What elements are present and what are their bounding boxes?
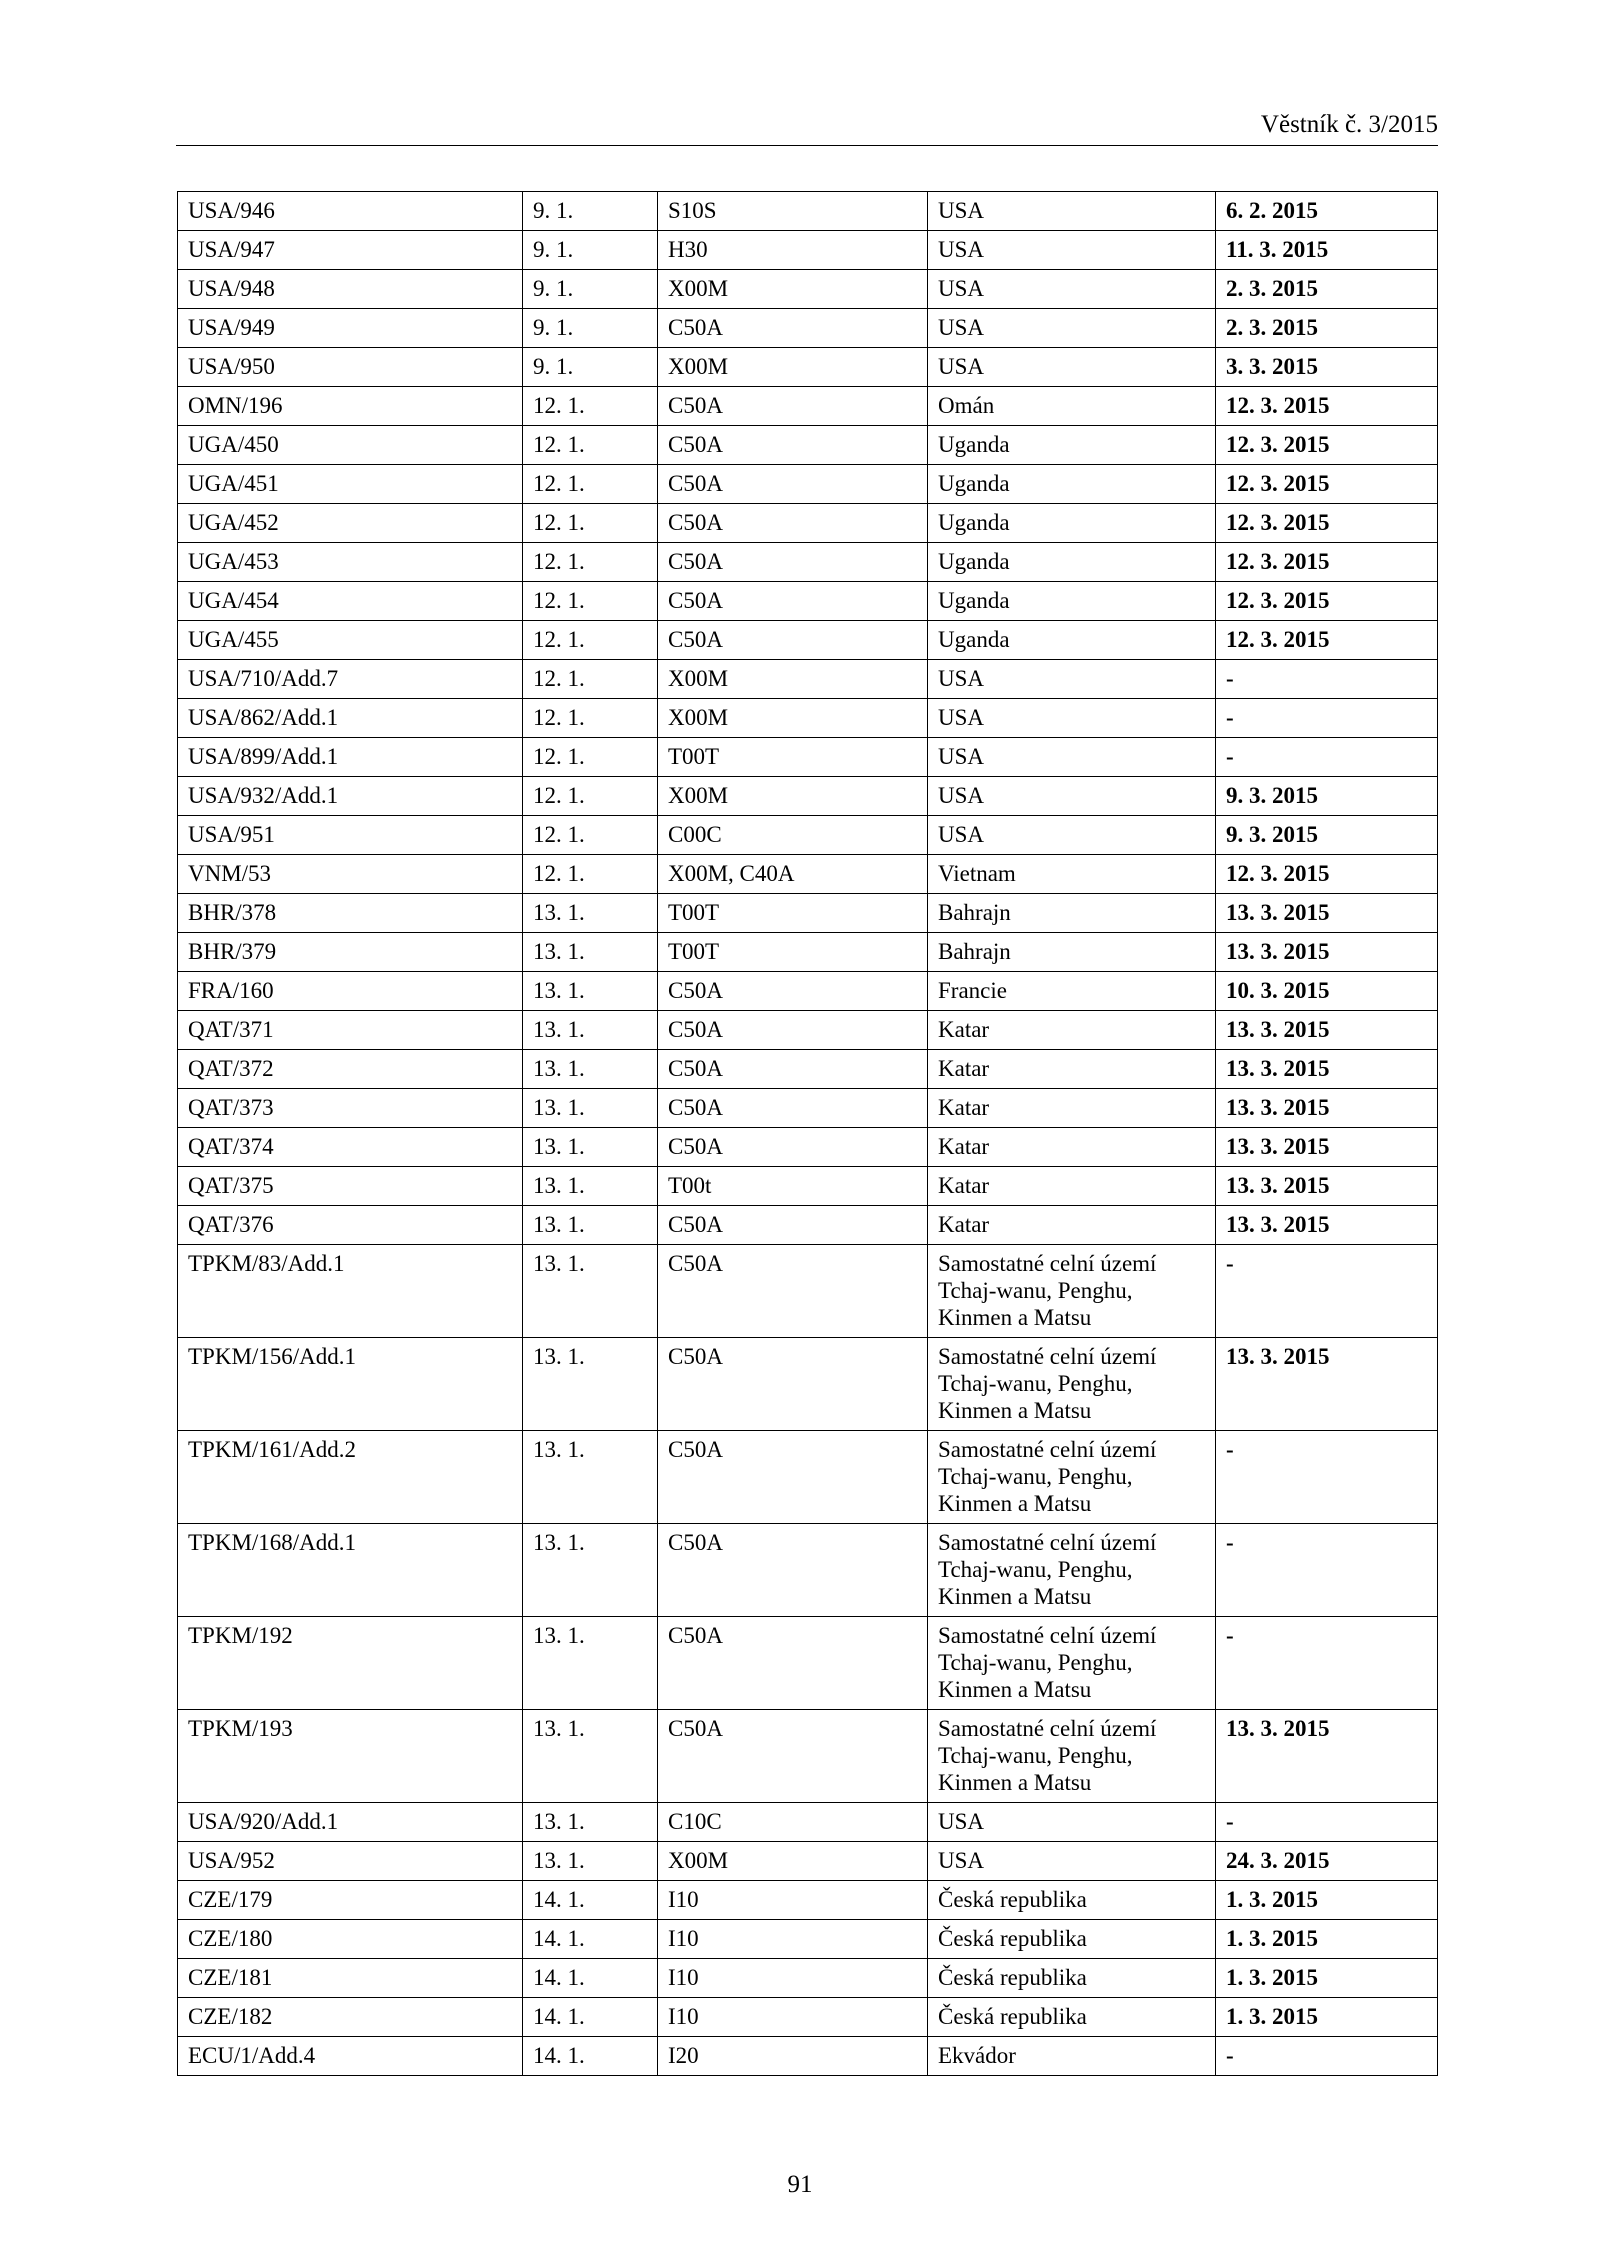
cell-deadline: - xyxy=(1216,738,1438,777)
cell-country: Bahrajn xyxy=(928,933,1216,972)
cell-country: Bahrajn xyxy=(928,894,1216,933)
cell-country: Samostatné celní území Tchaj-wanu, Penghu, Kinmen a Matsu xyxy=(928,1245,1216,1338)
cell-notification-date: 12. 1. xyxy=(523,699,658,738)
cell-document-code: USA/952 xyxy=(178,1842,523,1881)
cell-category-code: C50A xyxy=(658,1245,928,1338)
cell-document-code: UGA/451 xyxy=(178,465,523,504)
cell-document-code: USA/947 xyxy=(178,231,523,270)
cell-document-code: CZE/182 xyxy=(178,1998,523,2037)
cell-country: USA xyxy=(928,816,1216,855)
cell-category-code: X00M xyxy=(658,660,928,699)
cell-notification-date: 13. 1. xyxy=(523,1050,658,1089)
table-row xyxy=(178,1710,1438,1803)
cell-deadline: - xyxy=(1216,2037,1438,2076)
cell-deadline: 9. 3. 2015 xyxy=(1216,816,1438,855)
cell-country: Vietnam xyxy=(928,855,1216,894)
table-row xyxy=(178,1206,1438,1245)
cell-category-code: T00T xyxy=(658,738,928,777)
table-row xyxy=(178,1167,1438,1206)
cell-category-code: T00T xyxy=(658,933,928,972)
cell-category-code: C50A xyxy=(658,1206,928,1245)
cell-document-code: TPKM/192 xyxy=(178,1617,523,1710)
cell-deadline: 9. 3. 2015 xyxy=(1216,777,1438,816)
cell-document-code: UGA/455 xyxy=(178,621,523,660)
table-row xyxy=(178,894,1438,933)
cell-document-code: USA/710/Add.7 xyxy=(178,660,523,699)
cell-document-code: UGA/453 xyxy=(178,543,523,582)
cell-deadline: 13. 3. 2015 xyxy=(1216,1710,1438,1803)
cell-notification-date: 13. 1. xyxy=(523,1431,658,1524)
cell-category-code: I20 xyxy=(658,2037,928,2076)
cell-category-code: C50A xyxy=(658,543,928,582)
cell-deadline: 24. 3. 2015 xyxy=(1216,1842,1438,1881)
table-row xyxy=(178,1431,1438,1524)
table-row xyxy=(178,270,1438,309)
table-row xyxy=(178,1524,1438,1617)
cell-category-code: C50A xyxy=(658,582,928,621)
cell-document-code: UGA/452 xyxy=(178,504,523,543)
table-row xyxy=(178,504,1438,543)
cell-category-code: C50A xyxy=(658,1011,928,1050)
cell-country: USA xyxy=(928,192,1216,231)
cell-notification-date: 9. 1. xyxy=(523,270,658,309)
cell-deadline: 13. 3. 2015 xyxy=(1216,894,1438,933)
cell-category-code: X00M xyxy=(658,1842,928,1881)
cell-document-code: ECU/1/Add.4 xyxy=(178,2037,523,2076)
cell-notification-date: 12. 1. xyxy=(523,660,658,699)
cell-country: Uganda xyxy=(928,543,1216,582)
cell-document-code: USA/920/Add.1 xyxy=(178,1803,523,1842)
table-body xyxy=(178,192,1438,2076)
cell-deadline: 1. 3. 2015 xyxy=(1216,1959,1438,1998)
cell-document-code: TPKM/156/Add.1 xyxy=(178,1338,523,1431)
cell-document-code: USA/948 xyxy=(178,270,523,309)
table-row xyxy=(178,972,1438,1011)
cell-category-code: C50A xyxy=(658,972,928,1011)
table-row xyxy=(178,192,1438,231)
cell-country: USA xyxy=(928,270,1216,309)
cell-notification-date: 14. 1. xyxy=(523,1920,658,1959)
cell-notification-date: 13. 1. xyxy=(523,1710,658,1803)
cell-deadline: 12. 3. 2015 xyxy=(1216,855,1438,894)
cell-notification-date: 13. 1. xyxy=(523,1617,658,1710)
table-row xyxy=(178,387,1438,426)
cell-category-code: S10S xyxy=(658,192,928,231)
cell-deadline: 1. 3. 2015 xyxy=(1216,1920,1438,1959)
cell-country: Česká republika xyxy=(928,1959,1216,1998)
cell-deadline: 3. 3. 2015 xyxy=(1216,348,1438,387)
cell-document-code: UGA/454 xyxy=(178,582,523,621)
cell-country: Samostatné celní území Tchaj-wanu, Penghu, Kinmen a Matsu xyxy=(928,1710,1216,1803)
cell-notification-date: 12. 1. xyxy=(523,387,658,426)
cell-notification-date: 12. 1. xyxy=(523,543,658,582)
cell-notification-date: 12. 1. xyxy=(523,777,658,816)
table-row xyxy=(178,231,1438,270)
cell-country: Omán xyxy=(928,387,1216,426)
cell-notification-date: 14. 1. xyxy=(523,1998,658,2037)
cell-category-code: C50A xyxy=(658,1524,928,1617)
cell-category-code: X00M xyxy=(658,348,928,387)
cell-category-code: C50A xyxy=(658,621,928,660)
cell-document-code: QAT/375 xyxy=(178,1167,523,1206)
cell-notification-date: 13. 1. xyxy=(523,1128,658,1167)
cell-category-code: C50A xyxy=(658,465,928,504)
cell-notification-date: 12. 1. xyxy=(523,816,658,855)
cell-deadline: - xyxy=(1216,1245,1438,1338)
cell-deadline: 13. 3. 2015 xyxy=(1216,1089,1438,1128)
cell-document-code: QAT/376 xyxy=(178,1206,523,1245)
cell-category-code: I10 xyxy=(658,1881,928,1920)
cell-document-code: USA/862/Add.1 xyxy=(178,699,523,738)
table-row xyxy=(178,348,1438,387)
table-row xyxy=(178,582,1438,621)
cell-notification-date: 12. 1. xyxy=(523,426,658,465)
cell-document-code: QAT/374 xyxy=(178,1128,523,1167)
table-row xyxy=(178,543,1438,582)
cell-category-code: C50A xyxy=(658,1710,928,1803)
cell-deadline: 12. 3. 2015 xyxy=(1216,543,1438,582)
cell-category-code: C50A xyxy=(658,1089,928,1128)
table-row xyxy=(178,1050,1438,1089)
cell-document-code: USA/950 xyxy=(178,348,523,387)
cell-notification-date: 13. 1. xyxy=(523,1842,658,1881)
table-row xyxy=(178,1089,1438,1128)
table-row xyxy=(178,660,1438,699)
header-divider xyxy=(176,145,1438,146)
cell-deadline: - xyxy=(1216,1524,1438,1617)
cell-category-code: I10 xyxy=(658,1959,928,1998)
table-row xyxy=(178,855,1438,894)
cell-notification-date: 9. 1. xyxy=(523,348,658,387)
cell-country: USA xyxy=(928,1842,1216,1881)
table-row xyxy=(178,309,1438,348)
cell-country: Katar xyxy=(928,1050,1216,1089)
cell-document-code: TPKM/193 xyxy=(178,1710,523,1803)
cell-category-code: C50A xyxy=(658,1617,928,1710)
cell-notification-date: 12. 1. xyxy=(523,504,658,543)
table-row xyxy=(178,1617,1438,1710)
cell-deadline: 12. 3. 2015 xyxy=(1216,621,1438,660)
cell-category-code: X00M, C40A xyxy=(658,855,928,894)
cell-country: Katar xyxy=(928,1089,1216,1128)
cell-deadline: 12. 3. 2015 xyxy=(1216,426,1438,465)
cell-country: Samostatné celní území Tchaj-wanu, Penghu, Kinmen a Matsu xyxy=(928,1617,1216,1710)
cell-notification-date: 14. 1. xyxy=(523,2037,658,2076)
cell-category-code: C50A xyxy=(658,309,928,348)
cell-notification-date: 9. 1. xyxy=(523,309,658,348)
cell-country: USA xyxy=(928,1803,1216,1842)
cell-notification-date: 12. 1. xyxy=(523,855,658,894)
cell-category-code: I10 xyxy=(658,1998,928,2037)
cell-country: Katar xyxy=(928,1011,1216,1050)
cell-country: USA xyxy=(928,660,1216,699)
notification-table xyxy=(177,191,1438,2076)
table-row xyxy=(178,933,1438,972)
table-row xyxy=(178,1998,1438,2037)
cell-deadline: 13. 3. 2015 xyxy=(1216,1128,1438,1167)
cell-deadline: 12. 3. 2015 xyxy=(1216,582,1438,621)
cell-country: Uganda xyxy=(928,504,1216,543)
cell-notification-date: 14. 1. xyxy=(523,1881,658,1920)
table-row xyxy=(178,621,1438,660)
cell-notification-date: 14. 1. xyxy=(523,1959,658,1998)
cell-category-code: X00M xyxy=(658,699,928,738)
cell-document-code: QAT/372 xyxy=(178,1050,523,1089)
cell-country: Katar xyxy=(928,1128,1216,1167)
cell-country: Francie xyxy=(928,972,1216,1011)
cell-country: Samostatné celní území Tchaj-wanu, Penghu, Kinmen a Matsu xyxy=(928,1431,1216,1524)
table-row xyxy=(178,426,1438,465)
cell-category-code: C50A xyxy=(658,1128,928,1167)
cell-deadline: 13. 3. 2015 xyxy=(1216,1338,1438,1431)
cell-deadline: 13. 3. 2015 xyxy=(1216,1011,1438,1050)
cell-category-code: C50A xyxy=(658,1050,928,1089)
cell-deadline: - xyxy=(1216,1431,1438,1524)
table-row xyxy=(178,2037,1438,2076)
cell-deadline: - xyxy=(1216,660,1438,699)
cell-document-code: BHR/379 xyxy=(178,933,523,972)
page-header: Věstník č. 3/2015 xyxy=(1260,111,1438,138)
cell-document-code: QAT/371 xyxy=(178,1011,523,1050)
cell-notification-date: 13. 1. xyxy=(523,972,658,1011)
cell-country: Samostatné celní území Tchaj-wanu, Penghu, Kinmen a Matsu xyxy=(928,1338,1216,1431)
cell-deadline: 12. 3. 2015 xyxy=(1216,465,1438,504)
cell-document-code: TPKM/83/Add.1 xyxy=(178,1245,523,1338)
table-row xyxy=(178,1011,1438,1050)
cell-category-code: C50A xyxy=(658,1431,928,1524)
cell-document-code: CZE/179 xyxy=(178,1881,523,1920)
cell-country: Česká republika xyxy=(928,1920,1216,1959)
table-row xyxy=(178,738,1438,777)
cell-country: Uganda xyxy=(928,621,1216,660)
cell-deadline: 13. 3. 2015 xyxy=(1216,1050,1438,1089)
cell-notification-date: 13. 1. xyxy=(523,1338,658,1431)
cell-document-code: UGA/450 xyxy=(178,426,523,465)
cell-document-code: USA/946 xyxy=(178,192,523,231)
cell-category-code: C50A xyxy=(658,504,928,543)
cell-document-code: OMN/196 xyxy=(178,387,523,426)
cell-category-code: X00M xyxy=(658,270,928,309)
cell-country: Katar xyxy=(928,1167,1216,1206)
cell-notification-date: 12. 1. xyxy=(523,621,658,660)
cell-notification-date: 9. 1. xyxy=(523,231,658,270)
cell-country: USA xyxy=(928,738,1216,777)
cell-country: Česká republika xyxy=(928,1881,1216,1920)
cell-deadline: 6. 2. 2015 xyxy=(1216,192,1438,231)
cell-category-code: C00C xyxy=(658,816,928,855)
cell-category-code: X00M xyxy=(658,777,928,816)
cell-deadline: - xyxy=(1216,699,1438,738)
cell-notification-date: 13. 1. xyxy=(523,1206,658,1245)
table-row xyxy=(178,699,1438,738)
table-row xyxy=(178,1881,1438,1920)
cell-document-code: USA/951 xyxy=(178,816,523,855)
table-row xyxy=(178,1245,1438,1338)
cell-country: USA xyxy=(928,309,1216,348)
cell-category-code: T00T xyxy=(658,894,928,933)
table-row xyxy=(178,465,1438,504)
cell-document-code: QAT/373 xyxy=(178,1089,523,1128)
cell-notification-date: 13. 1. xyxy=(523,1167,658,1206)
cell-document-code: VNM/53 xyxy=(178,855,523,894)
cell-document-code: CZE/180 xyxy=(178,1920,523,1959)
cell-notification-date: 13. 1. xyxy=(523,1089,658,1128)
cell-notification-date: 13. 1. xyxy=(523,894,658,933)
cell-document-code: USA/949 xyxy=(178,309,523,348)
cell-country: Katar xyxy=(928,1206,1216,1245)
cell-notification-date: 9. 1. xyxy=(523,192,658,231)
cell-deadline: 12. 3. 2015 xyxy=(1216,387,1438,426)
cell-deadline: 10. 3. 2015 xyxy=(1216,972,1438,1011)
cell-country: Uganda xyxy=(928,582,1216,621)
cell-notification-date: 12. 1. xyxy=(523,465,658,504)
cell-category-code: C50A xyxy=(658,1338,928,1431)
cell-country: Uganda xyxy=(928,426,1216,465)
cell-country: Samostatné celní území Tchaj-wanu, Penghu, Kinmen a Matsu xyxy=(928,1524,1216,1617)
cell-deadline: 13. 3. 2015 xyxy=(1216,1167,1438,1206)
cell-deadline: 2. 3. 2015 xyxy=(1216,270,1438,309)
cell-country: Ekvádor xyxy=(928,2037,1216,2076)
cell-document-code: BHR/378 xyxy=(178,894,523,933)
cell-notification-date: 12. 1. xyxy=(523,582,658,621)
cell-notification-date: 12. 1. xyxy=(523,738,658,777)
cell-deadline: 12. 3. 2015 xyxy=(1216,504,1438,543)
table-row xyxy=(178,1920,1438,1959)
cell-document-code: FRA/160 xyxy=(178,972,523,1011)
cell-notification-date: 13. 1. xyxy=(523,1245,658,1338)
table-row xyxy=(178,1959,1438,1998)
table-row xyxy=(178,816,1438,855)
cell-document-code: TPKM/168/Add.1 xyxy=(178,1524,523,1617)
cell-deadline: 1. 3. 2015 xyxy=(1216,1881,1438,1920)
cell-deadline: - xyxy=(1216,1617,1438,1710)
cell-category-code: H30 xyxy=(658,231,928,270)
cell-notification-date: 13. 1. xyxy=(523,1803,658,1842)
cell-document-code: USA/899/Add.1 xyxy=(178,738,523,777)
cell-document-code: TPKM/161/Add.2 xyxy=(178,1431,523,1524)
table-row xyxy=(178,1338,1438,1431)
table-row xyxy=(178,1128,1438,1167)
table-row xyxy=(178,1803,1438,1842)
cell-country: USA xyxy=(928,231,1216,270)
cell-country: Uganda xyxy=(928,465,1216,504)
cell-deadline: 2. 3. 2015 xyxy=(1216,309,1438,348)
cell-deadline: - xyxy=(1216,1803,1438,1842)
cell-notification-date: 13. 1. xyxy=(523,1011,658,1050)
cell-deadline: 13. 3. 2015 xyxy=(1216,1206,1438,1245)
cell-country: USA xyxy=(928,348,1216,387)
page-number: 91 xyxy=(787,2171,813,2198)
cell-deadline: 13. 3. 2015 xyxy=(1216,933,1438,972)
cell-category-code: C50A xyxy=(658,387,928,426)
cell-country: Česká republika xyxy=(928,1998,1216,2037)
cell-category-code: C50A xyxy=(658,426,928,465)
cell-country: USA xyxy=(928,777,1216,816)
cell-country: USA xyxy=(928,699,1216,738)
cell-category-code: T00t xyxy=(658,1167,928,1206)
table-row xyxy=(178,777,1438,816)
cell-document-code: CZE/181 xyxy=(178,1959,523,1998)
table-row xyxy=(178,1842,1438,1881)
cell-deadline: 11. 3. 2015 xyxy=(1216,231,1438,270)
cell-notification-date: 13. 1. xyxy=(523,933,658,972)
cell-category-code: C10C xyxy=(658,1803,928,1842)
cell-deadline: 1. 3. 2015 xyxy=(1216,1998,1438,2037)
cell-document-code: USA/932/Add.1 xyxy=(178,777,523,816)
cell-notification-date: 13. 1. xyxy=(523,1524,658,1617)
cell-category-code: I10 xyxy=(658,1920,928,1959)
